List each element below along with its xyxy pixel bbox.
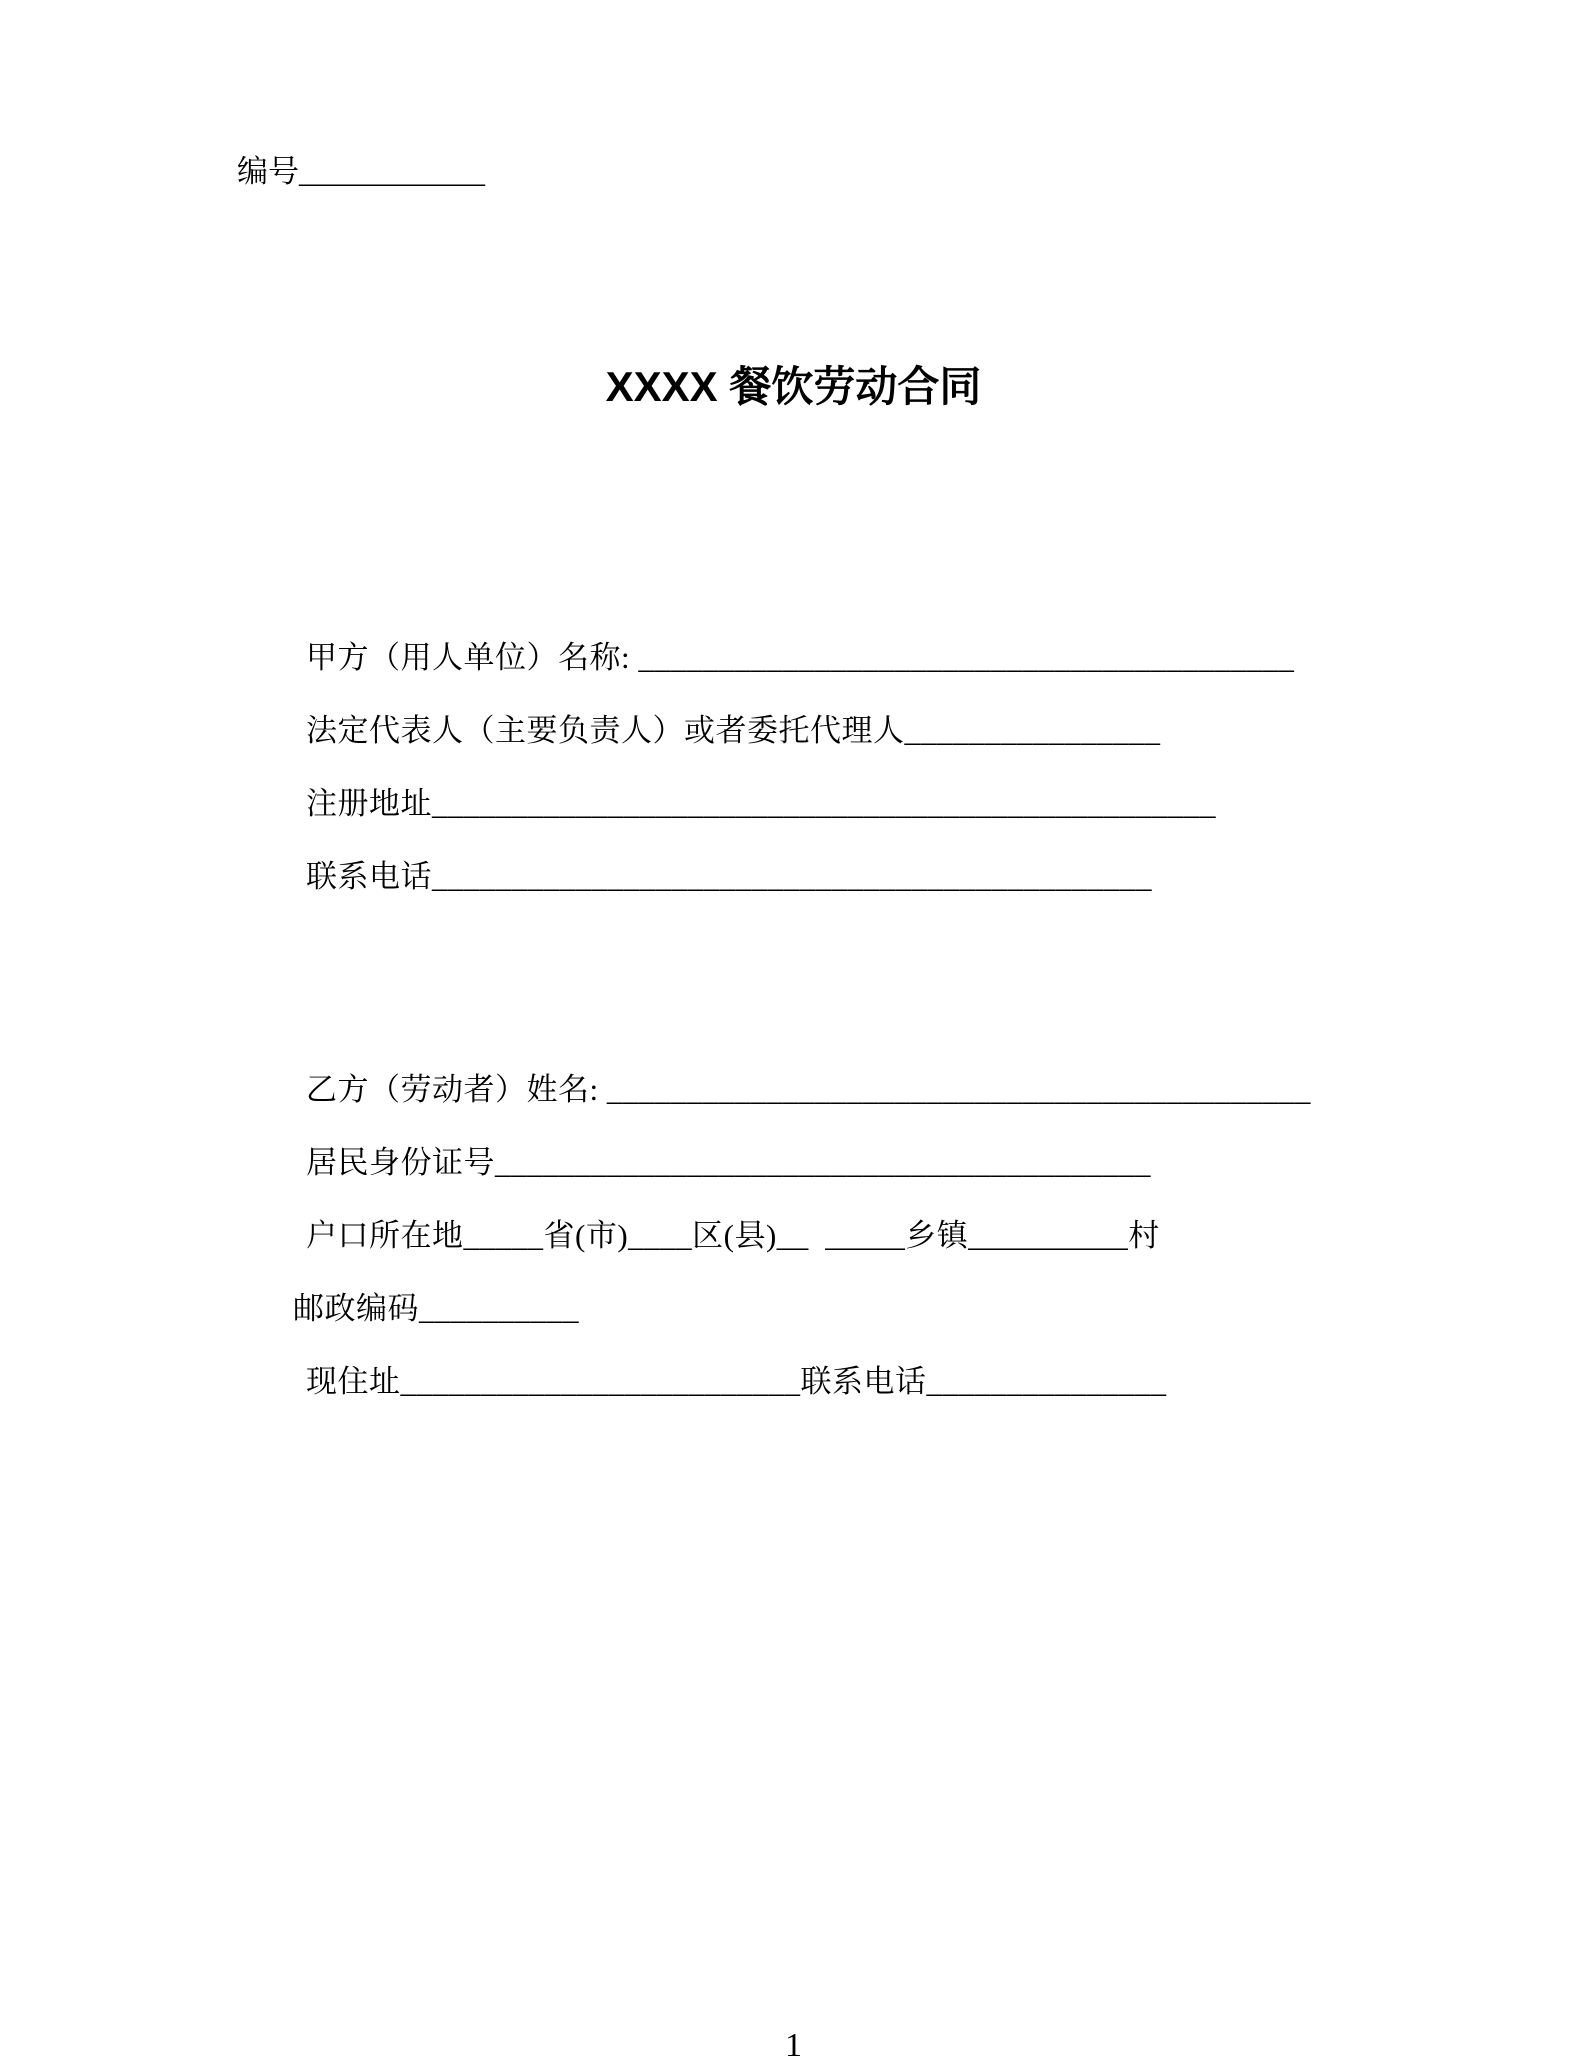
page-number: 1 xyxy=(785,2027,802,2064)
party-b-current-address-phone-line: 现住址_________________________联系电话_______________ xyxy=(306,1364,1167,1399)
party-a-phone-line: 联系电话_____________________________________________ xyxy=(306,859,1152,894)
party-a-section xyxy=(306,621,1467,913)
party-a-representative-line: 法定代表人（主要负责人）或者委托代理人________________ xyxy=(306,713,1161,748)
document-title: XXXX 餐饮劳动合同 xyxy=(605,363,982,410)
party-b-id-number-line: 居民身份证号_________________________________________ xyxy=(306,1145,1151,1180)
party-a-name-line: 甲方（用人单位）名称: _________________________________________ xyxy=(306,640,1295,675)
party-b-household-registration-line: 户口所在地_____省(市)____区(县)__ _____乡镇__________村 xyxy=(306,1218,1160,1253)
serial-number-line: 编号____________ xyxy=(237,154,485,189)
party-a-registered-address-line: 注册地址_________________________________________________ xyxy=(306,786,1216,821)
party-b-section xyxy=(293,1053,1467,1418)
party-b-postal-code-line: 邮政编码__________ xyxy=(293,1291,579,1326)
party-b-name-line: 乙方（劳动者）姓名: ____________________________________________ xyxy=(306,1072,1311,1107)
